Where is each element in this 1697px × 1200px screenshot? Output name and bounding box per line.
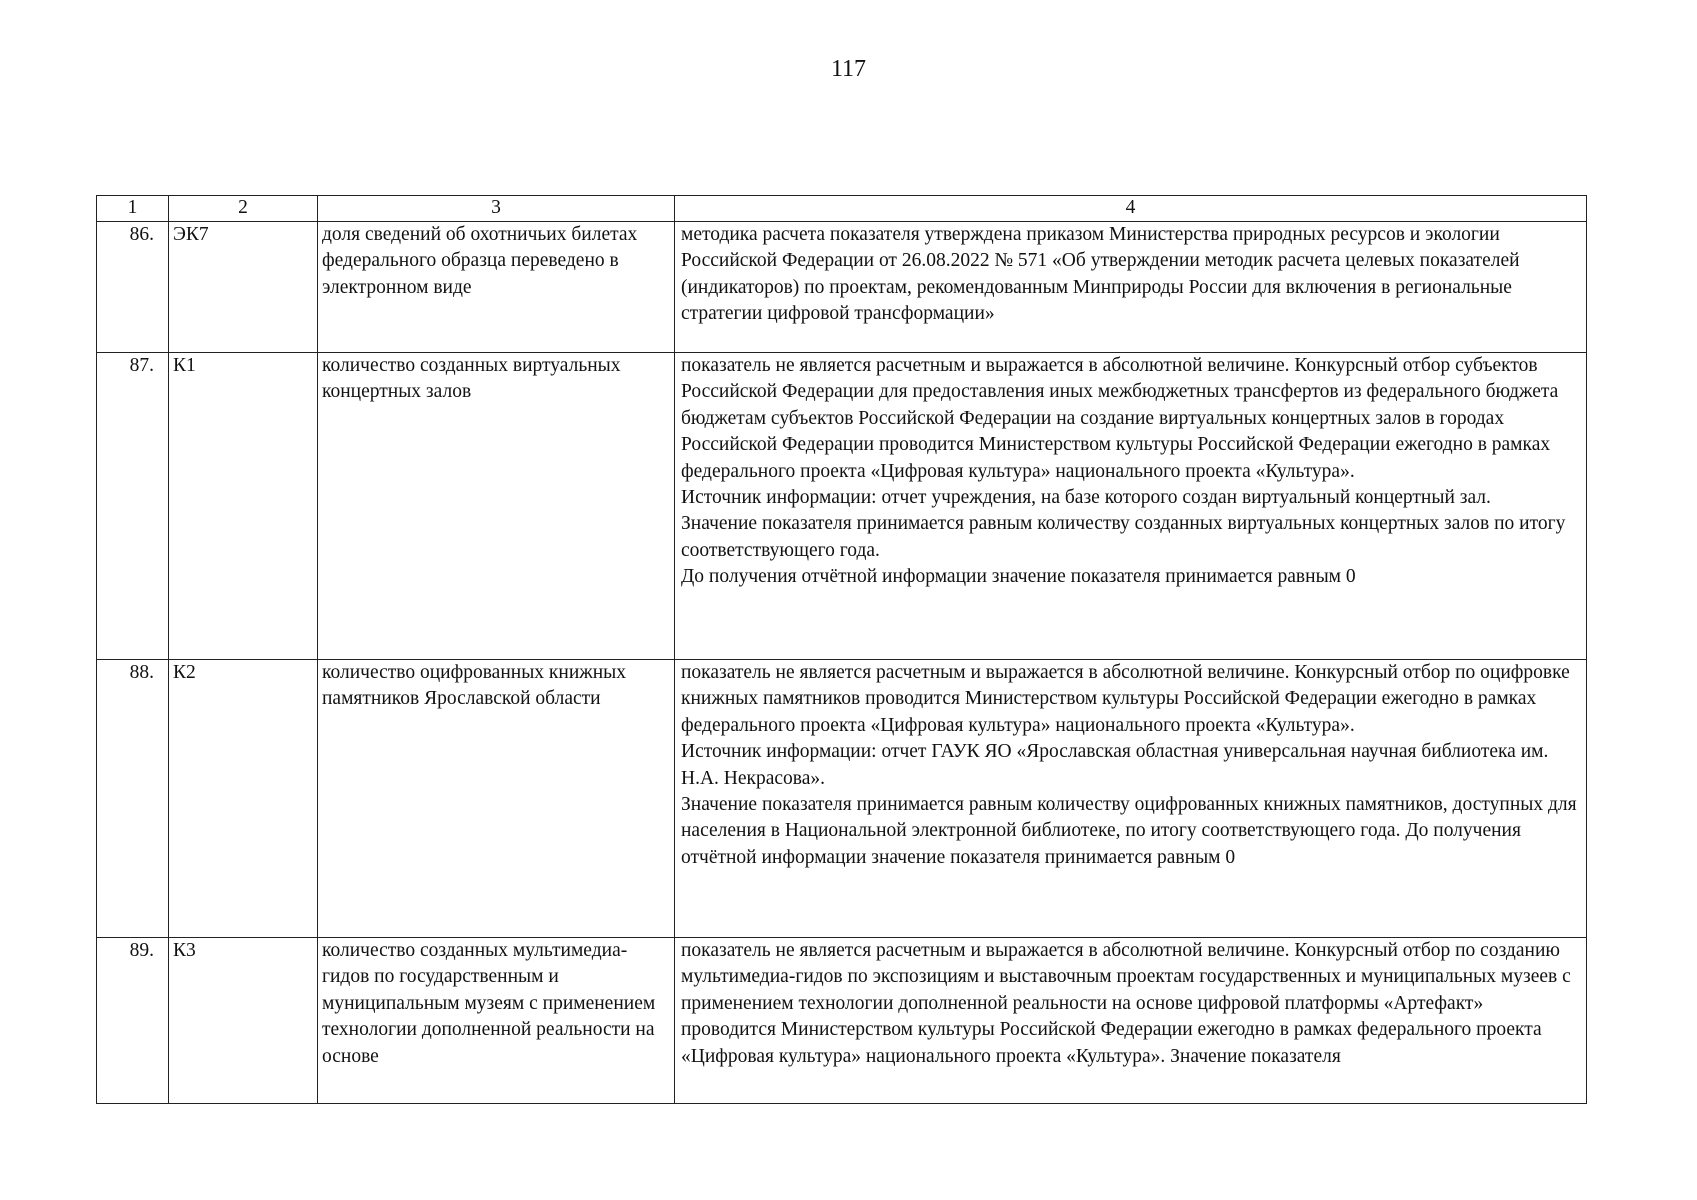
- indicator-code: К3: [169, 938, 318, 1104]
- description-paragraph: показатель не является расчетным и выражается в абсолютной величине. Конкурсный отбор по оцифровке книжных памятников проводится Министерством культуры Российской Федерации ежегодно в рамках федерального проекта «Цифровая культура» национального проекта «Культура».: [681, 662, 1570, 736]
- indicator-table: [96, 195, 1587, 1104]
- row-number: 88.: [97, 660, 169, 938]
- table-row: [97, 353, 1587, 660]
- header-cell-4: 4: [675, 196, 1587, 222]
- indicator-name: доля сведений об охотничьих билетах федерального образца переведено в электронном виде: [318, 222, 675, 353]
- indicator-description: [675, 222, 1587, 353]
- row-number: 87.: [97, 353, 169, 660]
- indicator-description: [675, 353, 1587, 660]
- indicator-code: К1: [169, 353, 318, 660]
- row-number: 89.: [97, 938, 169, 1104]
- description-paragraph: Значение показателя принимается равным количеству оцифрованных книжных памятников, доступных для населения в Национальной электронной библиотеке, по итогу соответствующего года. До получения отчётной информации значение показателя принимается равным 0: [681, 794, 1577, 868]
- table-header-row: [97, 196, 1587, 222]
- header-cell-2: 2: [169, 196, 318, 222]
- indicator-description: [675, 660, 1587, 938]
- indicator-name: количество созданных мультимедиа-гидов по государственным и муниципальным музеям с применением технологии дополненной реальности на основе: [318, 938, 675, 1104]
- description-paragraph: Значение показателя принимается равным количеству созданных виртуальных концертных залов по итогу соответствующего года.: [681, 513, 1566, 561]
- indicator-description: [675, 938, 1587, 1104]
- header-cell-3: 3: [318, 196, 675, 222]
- header-cell-1: 1: [97, 196, 169, 222]
- description-paragraph: Источник информации: отчет учреждения, на базе которого создан виртуальный концертный зал.: [681, 487, 1491, 509]
- indicator-code: ЭК7: [169, 222, 318, 353]
- description-paragraph: показатель не является расчетным и выражается в абсолютной величине. Конкурсный отбор субъектов Российской Федерации для предоставления иных межбюджетных трансфертов из федерального бюджета бюджетам субъектов Российской Федерации на создание виртуальных концертных залов в городах Российской Федерации проводится Министерством культуры Российской Федерации ежегодно в рамках федерального проекта «Цифровая культура» национального проекта «Культура».: [681, 355, 1559, 482]
- description-paragraph: Источник информации: отчет ГАУК ЯО «Ярославская областная универсальная научная библиотека им. Н.А. Некрасова».: [681, 741, 1549, 789]
- table-row: [97, 938, 1587, 1104]
- row-number: 86.: [97, 222, 169, 353]
- indicator-code: К2: [169, 660, 318, 938]
- table-row: [97, 222, 1587, 353]
- table-row: [97, 660, 1587, 938]
- description-paragraph: методика расчета показателя утверждена приказом Министерства природных ресурсов и экологии Российской Федерации от 26.08.2022 № 571 «Об утверждении методик расчета целевых показателей (индикаторов) по проектам, рекомендованным Минприроды России для включения в региональные стратегии цифровой трансформации»: [681, 224, 1520, 325]
- description-paragraph: показатель не является расчетным и выражается в абсолютной величине. Конкурсный отбор по созданию мультимедиа-гидов по экспозициям и выставочным проектам государственных и муниципальных музеев с применением технологии дополненной реальности на основе цифровой платформы «Артефакт» проводится Министерством культуры Российской Федерации ежегодно в рамках федерального проекта «Цифровая культура» национального проекта «Культура». Значение показателя: [681, 940, 1571, 1067]
- indicator-name: количество оцифрованных книжных памятников Ярославской области: [318, 660, 675, 938]
- page-number: 117: [830, 56, 867, 82]
- indicator-name: количество созданных виртуальных концертных залов: [318, 353, 675, 660]
- description-paragraph: До получения отчётной информации значение показателя принимается равным 0: [681, 566, 1356, 588]
